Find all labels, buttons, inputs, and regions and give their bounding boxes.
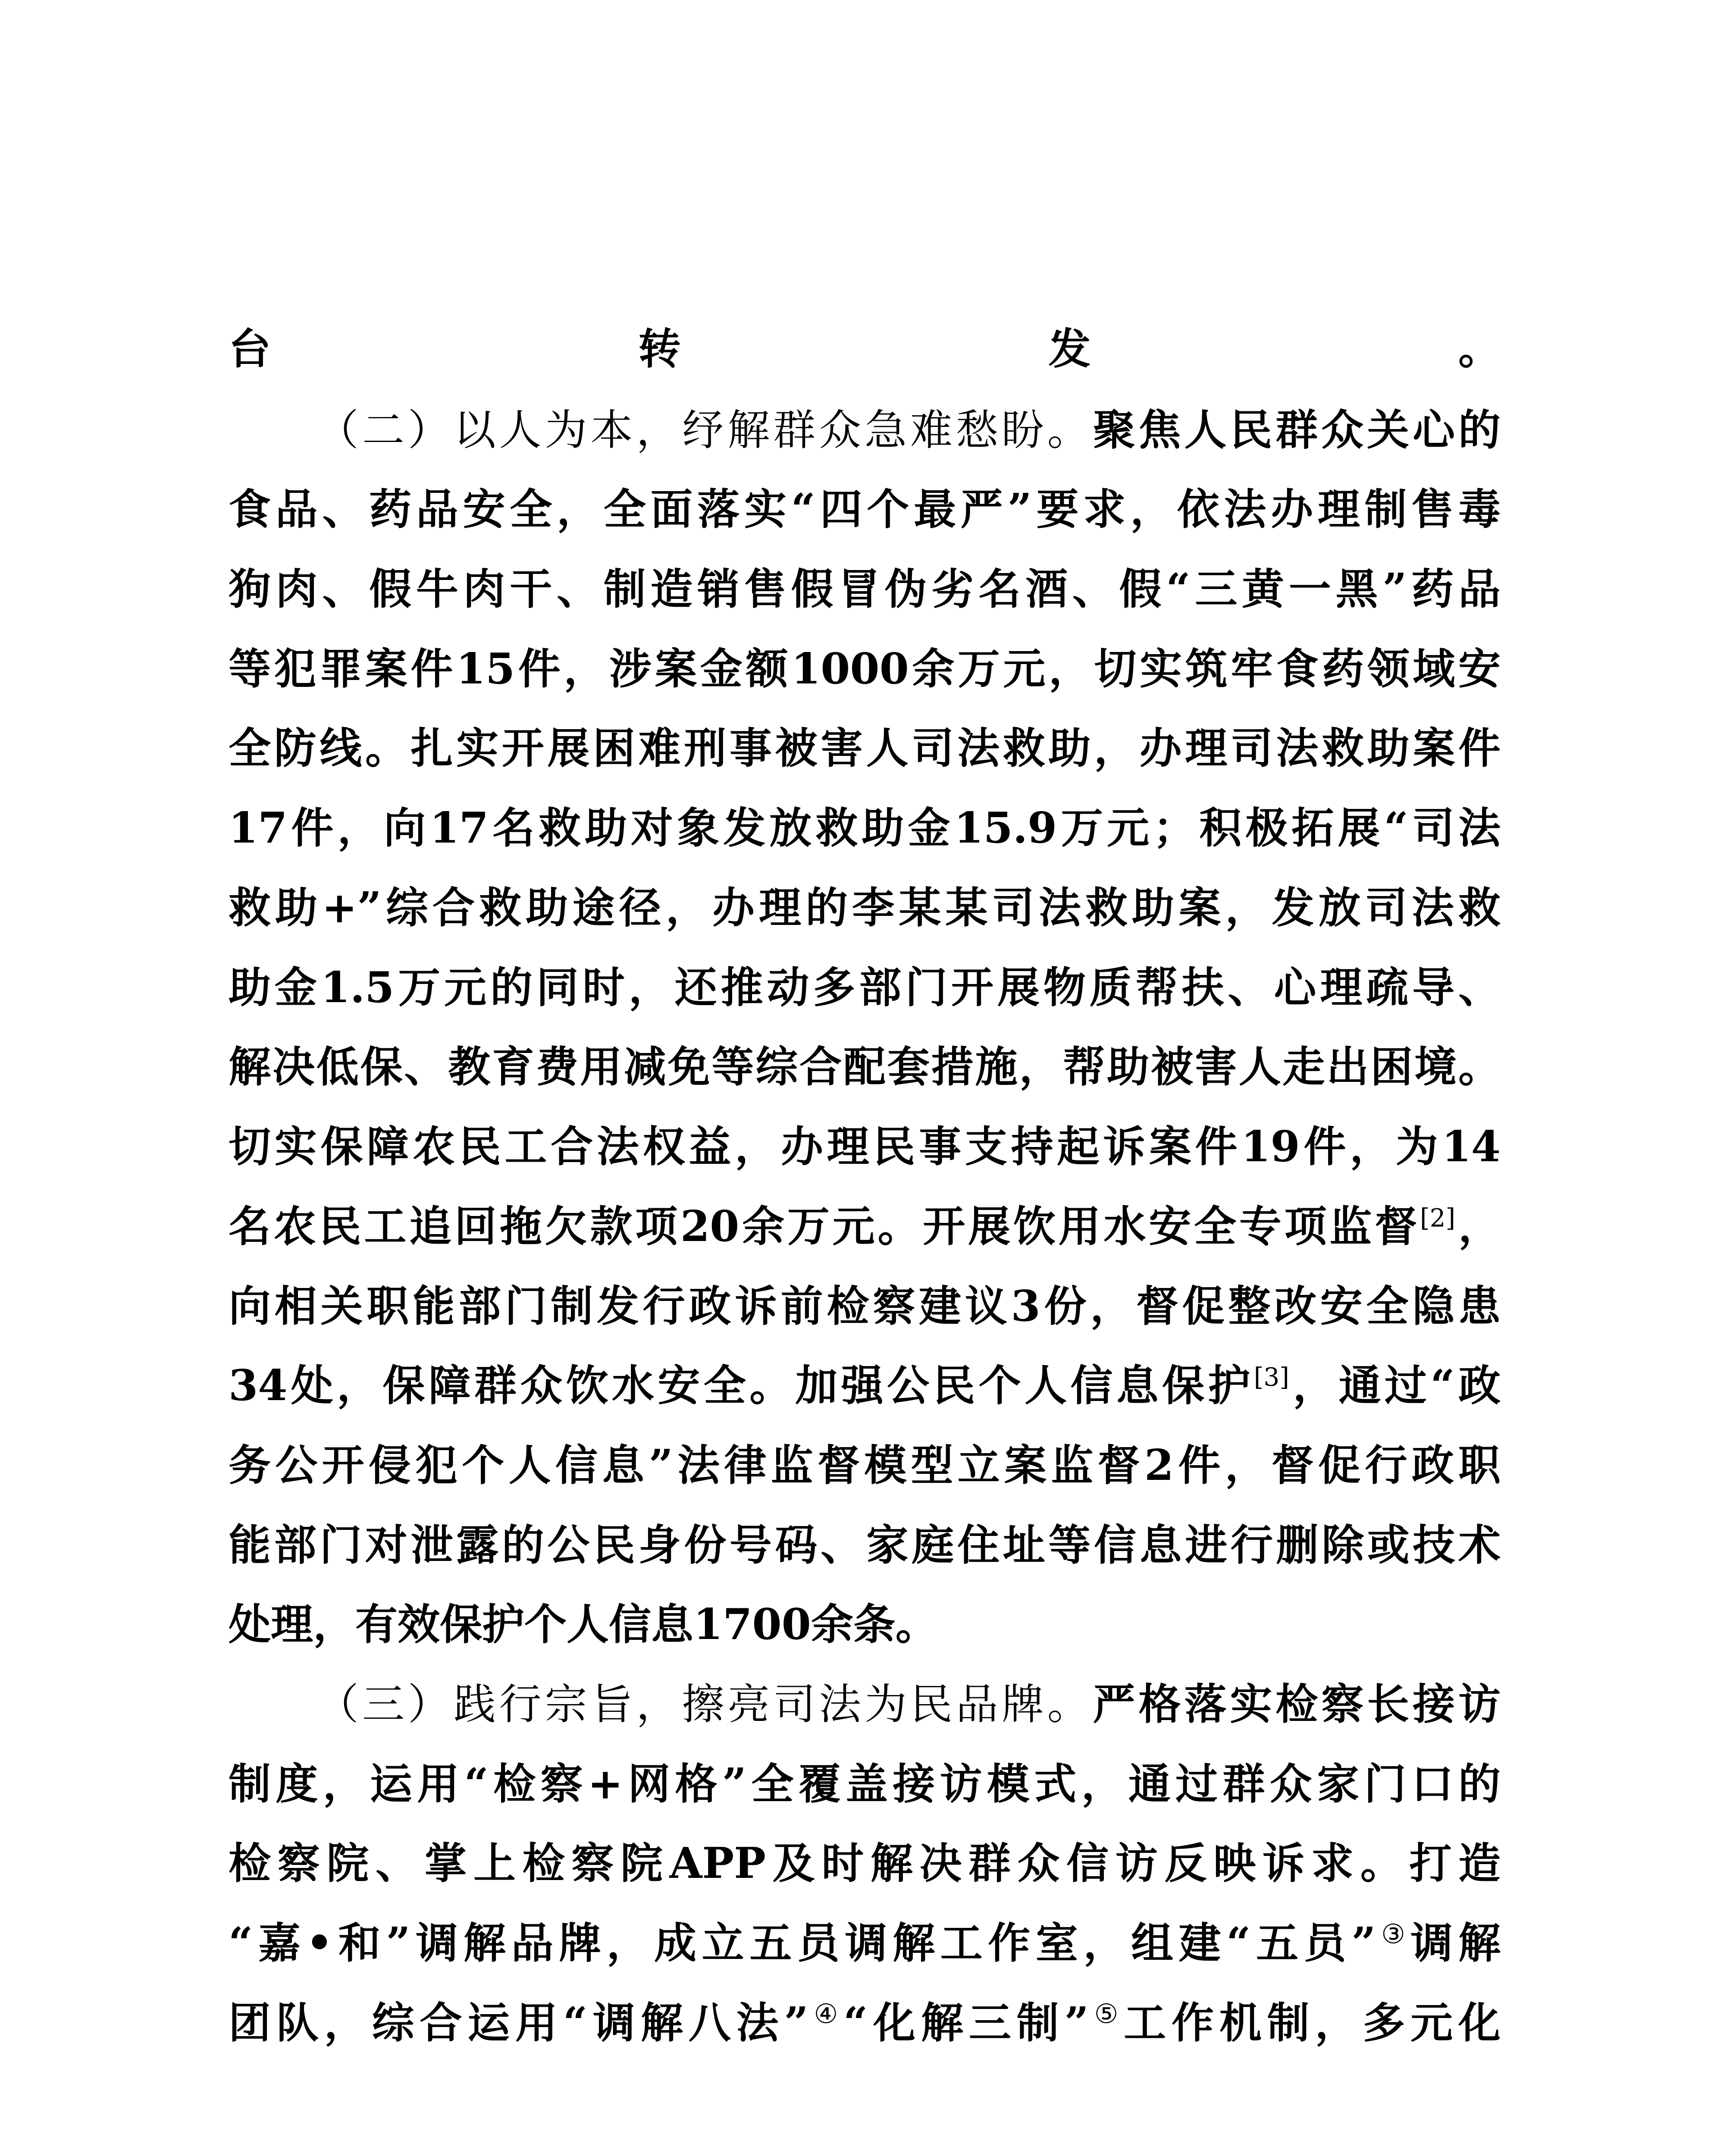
- text-line-12: 名农民工追回拖欠款项20余万元。开展饮用水安全专项监督[2]，: [229, 1202, 1501, 1251]
- text-line-20: 检察院、掌上检察院APP及时解决群众信访反映诉求。打造: [229, 1839, 1501, 1888]
- text-line-3: 食品、药品安全，全面落实“四个最严”要求，依法办理制售毒: [229, 485, 1501, 534]
- section-two-heading: （二）以人为本，纾解群众急难愁盼。: [313, 406, 1093, 455]
- text-line-16: 能部门对泄露的公民身份号码、家庭住址等信息进行删除或技术: [229, 1520, 1501, 1570]
- text-line-15: 务公开侵犯个人信息”法律监督模型立案监督2件，督促行政职: [229, 1441, 1501, 1490]
- text-line-17: 处理，有效保护个人信息1700余条。: [229, 1600, 938, 1649]
- text-line-22: 团队，综合运用“调解八法”④“化解三制”⑤工作机制，多元化: [229, 1998, 1501, 2048]
- text-line-19: 制度，运用“检察+网格”全覆盖接访模式，通过群众家门口的: [229, 1759, 1501, 1809]
- note-marker-5: ⑤: [1088, 1998, 1124, 2030]
- text-line-14: 34处，保障群众饮水安全。加强公民个人信息保护[3]，通过“政: [229, 1361, 1501, 1410]
- text-line-5: 等犯罪案件15件，涉案金额1000余万元，切实筑牢食药领域安: [229, 644, 1501, 694]
- section-three-heading: （三）践行宗旨，擦亮司法为民品牌。: [313, 1680, 1093, 1729]
- section-three-line: （三）践行宗旨，擦亮司法为民品牌。严格落实检察长接访: [313, 1680, 1501, 1729]
- section-two-line: （二）以人为本，纾解群众急难愁盼。聚焦人民群众关心的: [313, 405, 1501, 455]
- text-line-7: 17件，向17名救助对象发放救助金15.9万元；积极拓展“司法: [229, 803, 1501, 853]
- text-line-9: 助金1.5万元的同时，还推动多部门开展物质帮扶、心理疏导、: [229, 963, 1501, 1012]
- text-line-13: 向相关职能部门制发行政诉前检察建议3份，督促整改安全隐患: [229, 1282, 1501, 1331]
- text-line-10: 解决低保、教育费用减免等综合配套措施，帮助被害人走出困境。: [229, 1042, 1501, 1092]
- footnote-ref-2: [2]: [1420, 1203, 1456, 1233]
- text-line-6: 全防线。扎实开展困难刑事被害人司法救助，办理司法救助案件: [229, 724, 1501, 773]
- text-line-8: 救助+”综合救助途径，办理的李某某司法救助案，发放司法救: [229, 883, 1501, 933]
- note-marker-4: ④: [808, 1998, 843, 2030]
- footnote-ref-3: [3]: [1253, 1362, 1289, 1392]
- note-marker-3: ③: [1376, 1918, 1411, 1950]
- text-line-11: 切实保障农民工合法权益，办理民事支持起诉案件19件，为14: [229, 1122, 1501, 1172]
- text-line-1: 台转发。: [229, 324, 1501, 374]
- text-line-4: 狗肉、假牛肉干、制造销售假冒伪劣名酒、假“三黄一黑”药品: [229, 564, 1501, 614]
- text-line-21: “嘉•和”调解品牌，成立五员调解工作室，组建“五员”③调解: [229, 1918, 1501, 1968]
